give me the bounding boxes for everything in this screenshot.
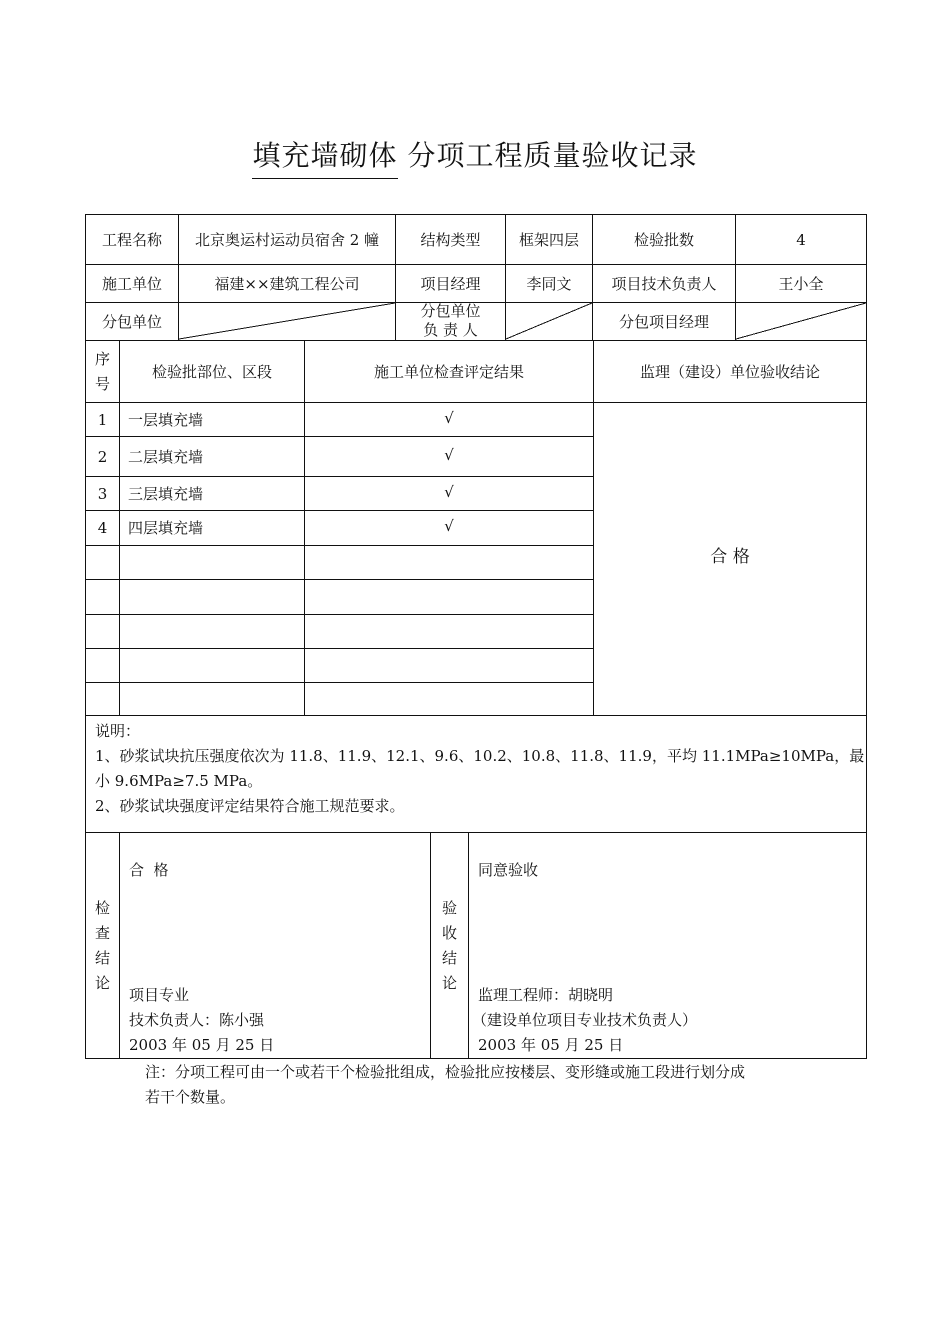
table-row-check-mark: √ [444, 409, 454, 427]
accept-label-4: 论 [441, 974, 457, 992]
project-name: 北京奥运村运动员宿舍 2 幢 [194, 231, 380, 249]
contractor-result-header: 施工单位检查评定结果 [373, 363, 524, 381]
supervisor-result: 合 格 [710, 547, 750, 567]
tech-lead-label: 项目技术负责人 [611, 275, 717, 293]
supervisor-conclusion-header: 监理（建设）单位验收结论 [639, 363, 820, 381]
seq-header-1: 序 [94, 350, 110, 368]
table-row-location: 四层填充墙 [128, 519, 204, 537]
footnote-line-1: 注：分项工程可由一个或若干个检验批组成，检验批应按楼层、变形缝或施工段进行划分成 [145, 1063, 746, 1081]
sub-lead-label-2: 负 责 人 [423, 321, 478, 339]
footnote-line-2: 若干个数量。 [145, 1088, 236, 1106]
accept-label-1: 验 [441, 899, 457, 917]
check-label-3: 结 [94, 949, 110, 967]
project-manager-label: 项目经理 [420, 275, 481, 293]
accept-label-2: 收 [441, 924, 457, 942]
table-row-no: 2 [97, 448, 108, 466]
table-row-no: 4 [97, 519, 108, 537]
project-name-label: 工程名称 [101, 231, 162, 249]
table-row-location: 三层填充墙 [128, 485, 204, 503]
sub-lead-label-1: 分包单位 [420, 302, 481, 320]
contractor-label: 施工单位 [101, 275, 162, 293]
title-rest: 分项工程质量验收记录 [407, 139, 698, 172]
remarks-line-3: 2、砂浆试块强度评定结果符合施工规范要求。 [95, 797, 405, 815]
table-row-location: 一层填充墙 [128, 411, 204, 429]
batch-count: 4 [796, 231, 806, 249]
check-label-1: 检 [94, 899, 110, 917]
accept-label-3: 结 [441, 949, 457, 967]
check-sign-1: 项目专业 [129, 986, 190, 1004]
table-row-no: 1 [97, 411, 108, 429]
contractor: 福建××建筑工程公司 [214, 275, 360, 293]
accept-sign-1: 监理工程师：胡晓明 [478, 986, 614, 1004]
accept-date: 2003 年 05 月 25 日 [478, 1036, 624, 1054]
sub-pm-label: 分包项目经理 [618, 313, 709, 331]
table-row-check-mark: √ [444, 446, 454, 464]
remarks-line-2: 小 9.6MPa≥7.5 MPa。 [95, 772, 263, 790]
check-date: 2003 年 05 月 25 日 [129, 1036, 275, 1054]
project-manager: 李同文 [526, 275, 572, 293]
accept-sign-2: （建设单位项目专业技术负责人） [472, 1011, 698, 1029]
title-underlined: 填充墙砌体 [252, 136, 397, 179]
batch-count-label: 检验批数 [633, 231, 694, 249]
check-result: 合 格 [129, 861, 169, 879]
structure-type: 框架四层 [518, 231, 579, 249]
subcontractor-label: 分包单位 [101, 313, 162, 331]
remarks-line-1: 1、砂浆试块抗压强度依次为 11.8、11.9、12.1、9.6、10.2、10.8、11.8、11.9，平均 11.1MPa≥10MPa，最 [95, 747, 865, 765]
seq-header-2: 号 [94, 375, 110, 393]
tech-lead: 王小全 [778, 275, 824, 293]
structure-type-label: 结构类型 [420, 231, 481, 249]
check-label-2: 查 [94, 924, 110, 942]
table-row-no: 3 [97, 485, 108, 503]
remarks-label: 说明： [95, 722, 141, 740]
check-label-4: 论 [94, 974, 110, 992]
table-row-check-mark: √ [444, 483, 454, 501]
table-row-check-mark: √ [444, 517, 454, 535]
check-sign-2: 技术负责人：陈小强 [129, 1011, 265, 1029]
location-header: 检验批部位、区段 [151, 363, 272, 381]
accept-result: 同意验收 [478, 861, 539, 879]
table-row-location: 二层填充墙 [128, 448, 204, 466]
